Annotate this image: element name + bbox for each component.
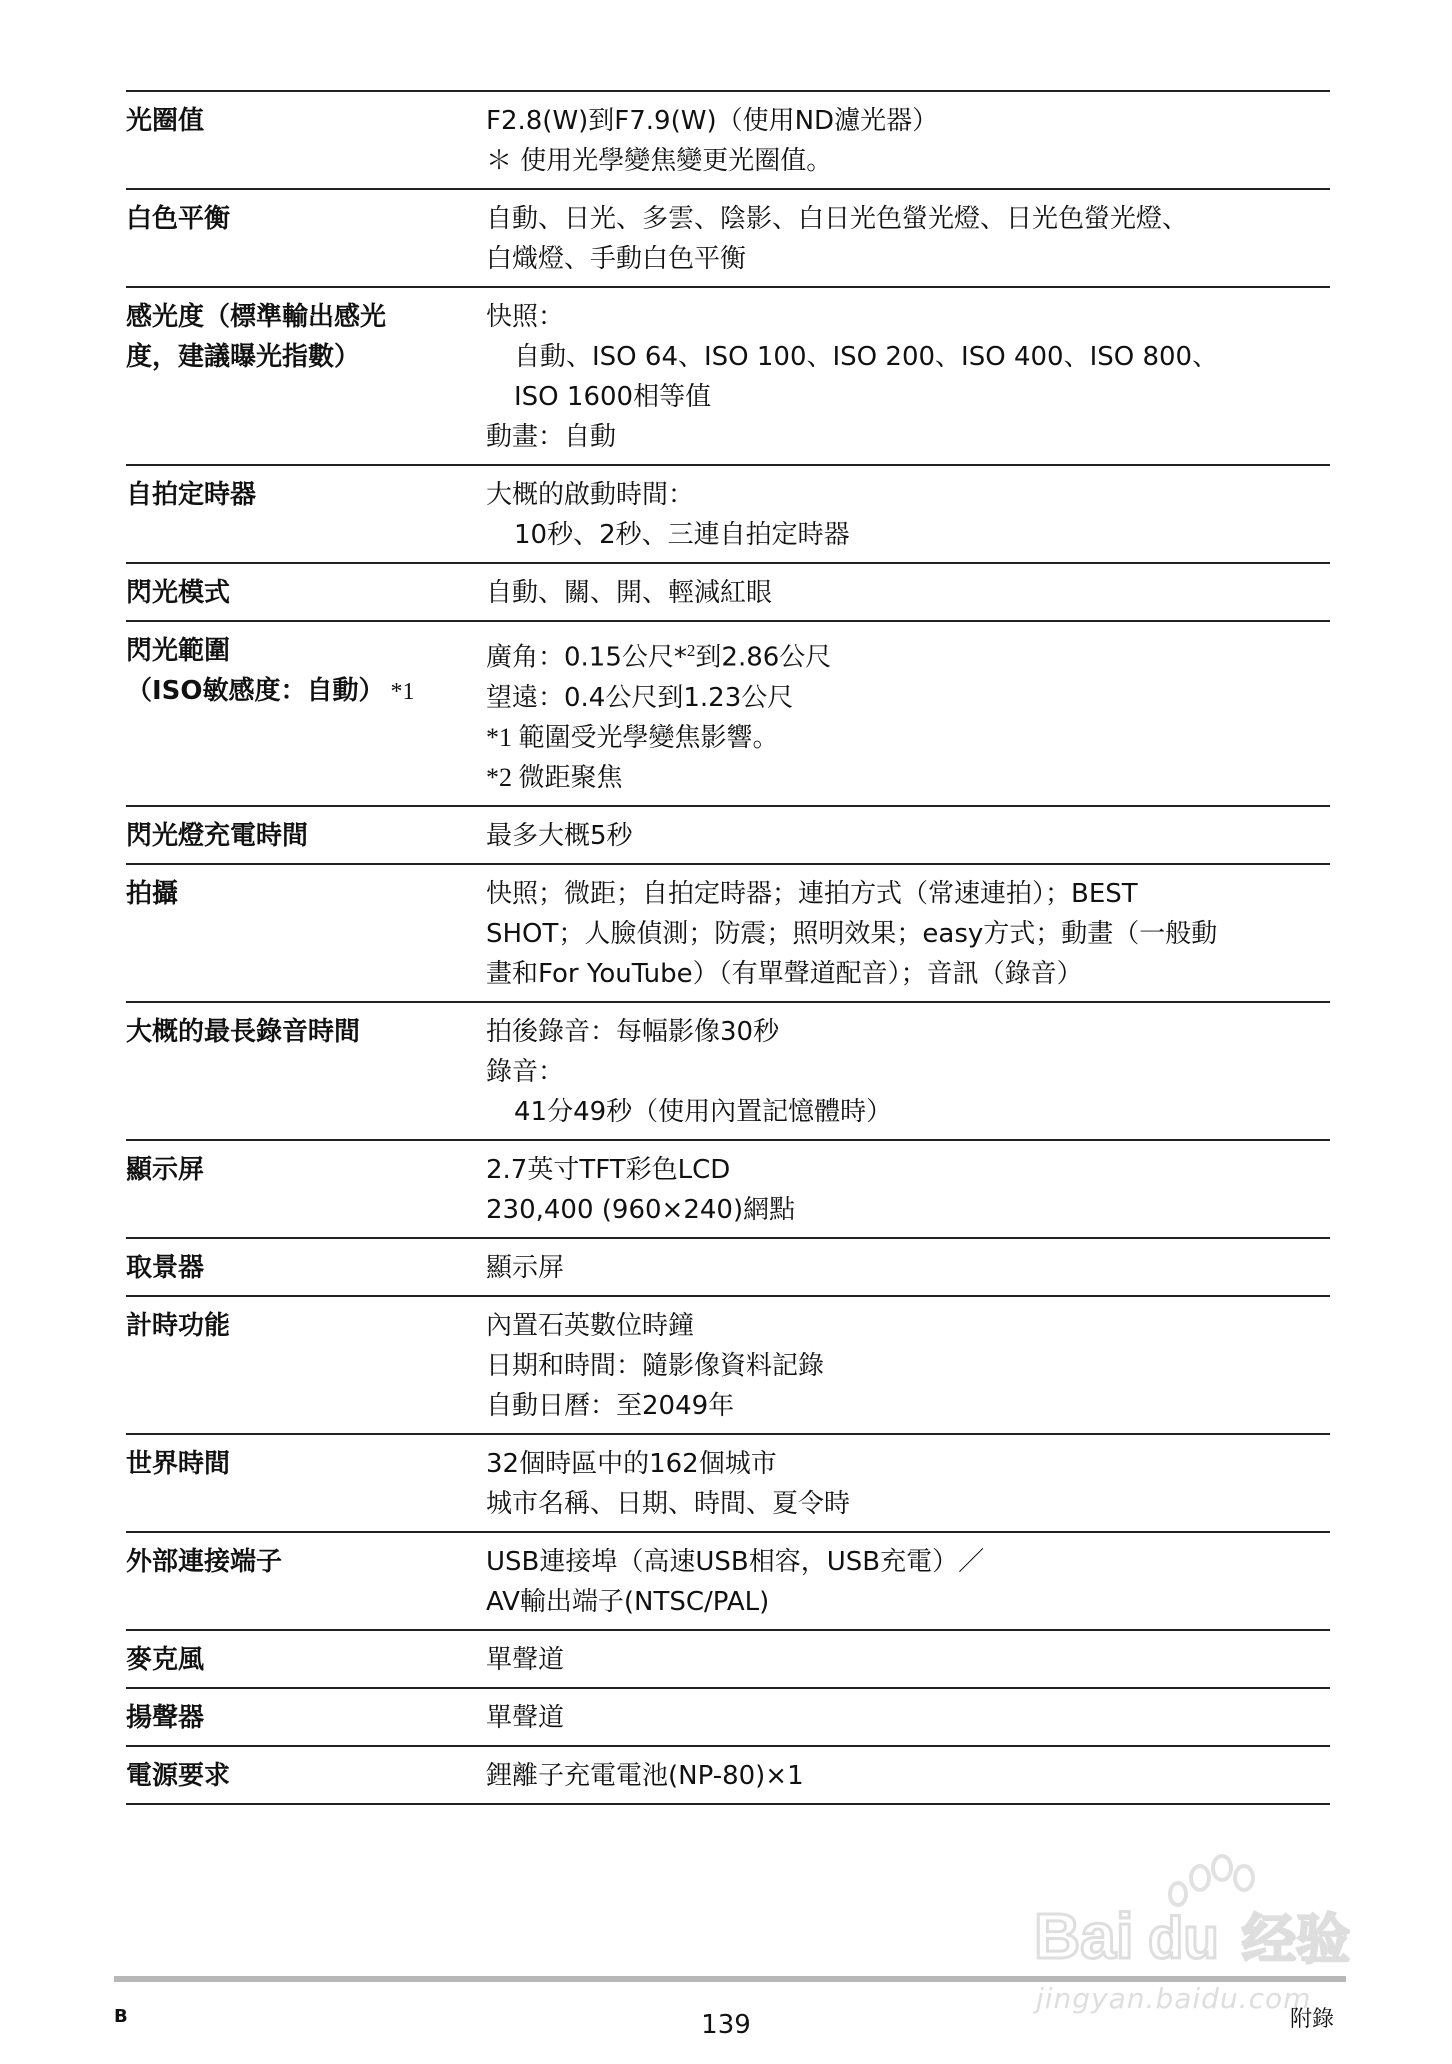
spec-line: 單聲道 [486,1702,565,1733]
spec-line: 自動、ISO 64、ISO 100、ISO 200、ISO 400、ISO 800、 [514,342,1219,372]
spec-value [486,1012,1330,1132]
spec-value [486,101,1330,181]
spec-line: 10秒、2秒、三連自拍定時器 [514,520,850,550]
spec-line: 白熾燈、手動白色平衡 [486,244,747,274]
spec-line: ISO 1600相等值 [514,382,712,412]
spec-row-flash-mode [126,564,1330,622]
spec-value [486,199,1330,279]
spec-label: 閃光模式 [126,578,231,608]
spec-line: 大概的啟動時間： [486,480,695,510]
spec-value [486,631,1330,798]
spec-row-display [126,1141,1330,1239]
spec-line: 錄音： [486,1056,565,1087]
spec-line: 快照；微距；自拍定時器；連拍方式（常速連拍）；BEST [486,878,1138,909]
spec-line: AV輸出端子(NTSC/PAL) [486,1586,770,1617]
spec-line: ＊ 使用光學變焦變更光圈值。 [486,146,833,176]
watermark-logo-text: 经验 [1242,1908,1350,1971]
wide-range-text: 到2.86公尺 [695,642,832,673]
spec-label-line [126,671,476,712]
spec-label: 揚聲器 [126,1702,205,1733]
spec-value [486,1640,1330,1680]
spec-label-text: （ISO敏感度：自動） [126,676,385,706]
spec-value [486,297,1330,457]
spec-value [486,573,1330,613]
spec-row-microphone [126,1631,1330,1689]
spec-line: 城市名稱、日期、時間、夏令時 [486,1488,851,1519]
watermark-logo-text: Bai [1034,1900,1134,1972]
spec-table [126,90,1330,1805]
spec-label: 白色平衡 [126,204,231,234]
spec-line: 自動、關、開、輕減紅眼 [486,578,773,608]
spec-line: 內置石英數位時鐘 [486,1310,695,1341]
spec-line: 顯示屏 [486,1252,565,1283]
spec-value [486,1248,1330,1288]
spec-value [486,1150,1330,1230]
spec-line: 鋰離子充電電池(NP-80)×1 [486,1760,804,1791]
spec-label: 拍攝 [126,878,179,909]
footer-language-code: B [114,2006,128,2027]
spec-label: 世界時間 [126,1448,231,1479]
spec-label: 計時功能 [126,1310,231,1341]
page-number: 139 [701,2010,751,2040]
spec-label: 自拍定時器 [126,480,257,510]
spec-row-viewfinder [126,1239,1330,1297]
spec-row-external-terminals [126,1533,1330,1631]
spec-line: SHOT；人臉偵測；防震；照明效果；easy方式；動畫（一般動 [486,918,1218,949]
spec-row-timekeeping [126,1297,1330,1435]
spec-line: 41分49秒（使用內置記憶體時） [514,1096,893,1127]
footnote-marker: 2 [686,641,696,660]
spec-label-line: 閃光範圍 [126,636,231,666]
footnote-marker: *1 [390,679,415,705]
spec-label: 顯示屏 [126,1154,205,1185]
spec-label-line: 感光度（標準輸出感光 [126,302,387,332]
spec-line: 最多大概5秒 [486,820,633,851]
spec-line: 畫和For YouTube）（有單聲道配音）；音訊（錄音） [486,958,1083,989]
spec-line: USB連接埠（高速USB相容，USB充電）／ [486,1546,985,1577]
spec-line: 自動日曆：至2049年 [486,1390,735,1421]
spec-line: 230,400 (960×240)網點 [486,1194,796,1225]
spec-row-self-timer [126,466,1330,564]
spec-label: 光圈值 [126,106,205,136]
spec-row-world-time [126,1435,1330,1533]
spec-value [486,475,1330,555]
spec-line: 自動、日光、多雲、陰影、白日光色螢光燈、日光色螢光燈、 [486,204,1189,234]
spec-line: 望遠：0.4公尺到1.23公尺 [486,682,794,713]
spec-row-aperture [126,92,1330,190]
spec-row-power [126,1747,1330,1805]
spec-label: 外部連接端子 [126,1546,283,1577]
spec-row-flash-range [126,622,1330,807]
spec-footnote: *2 微距聚焦 [486,762,623,792]
spec-label: 取景器 [126,1252,205,1283]
spec-row-recording-time [126,1003,1330,1141]
spec-label: 閃光燈充電時間 [126,820,309,851]
spec-footnote: *1 範圍受光學變焦影響。 [486,722,779,752]
spec-line [486,631,1330,678]
spec-line: 2.7英寸TFT彩色LCD [486,1154,731,1185]
spec-row-flash-charge [126,807,1330,865]
spec-label-line: 度，建議曝光指數） [126,342,361,372]
spec-row-white-balance [126,190,1330,288]
spec-label: 大概的最長錄音時間 [126,1016,361,1047]
footer-rule [114,1976,1346,1982]
spec-value [486,1698,1330,1738]
spec-line: 動畫：自動 [486,422,617,452]
spec-line: 拍後錄音：每幅影像30秒 [486,1016,780,1047]
spec-line: 日期和時間：隨影像資料記錄 [486,1350,825,1381]
wide-range-text: 廣角：0.15公尺* [486,642,687,673]
spec-value [486,816,1330,856]
spec-line: 快照： [486,302,565,332]
spec-label: 電源要求 [126,1760,231,1791]
baidu-watermark [1028,1850,1368,2015]
footer-section-title: 附錄 [1289,2007,1334,2032]
watermark-url: jingyan.baidu.com [1036,1982,1312,2015]
spec-label: 麥克風 [126,1644,205,1675]
spec-value [486,1756,1330,1796]
spec-label [126,631,486,798]
baidu-paw-logo-icon [1028,1850,1368,1980]
spec-line: 32個時區中的162個城市 [486,1448,777,1479]
spec-value [486,1444,1330,1524]
spec-value [486,1306,1330,1426]
spec-line: F2.8(W)到F7.9(W)（使用ND濾光器） [486,106,939,136]
spec-label [126,297,486,457]
spec-row-speaker [126,1689,1330,1747]
spec-row-sensitivity [126,288,1330,466]
watermark-logo-text: du [1148,1906,1219,1971]
spec-row-shooting [126,865,1330,1003]
spec-line: 單聲道 [486,1644,565,1675]
spec-value [486,1542,1330,1622]
spec-value [486,874,1330,994]
